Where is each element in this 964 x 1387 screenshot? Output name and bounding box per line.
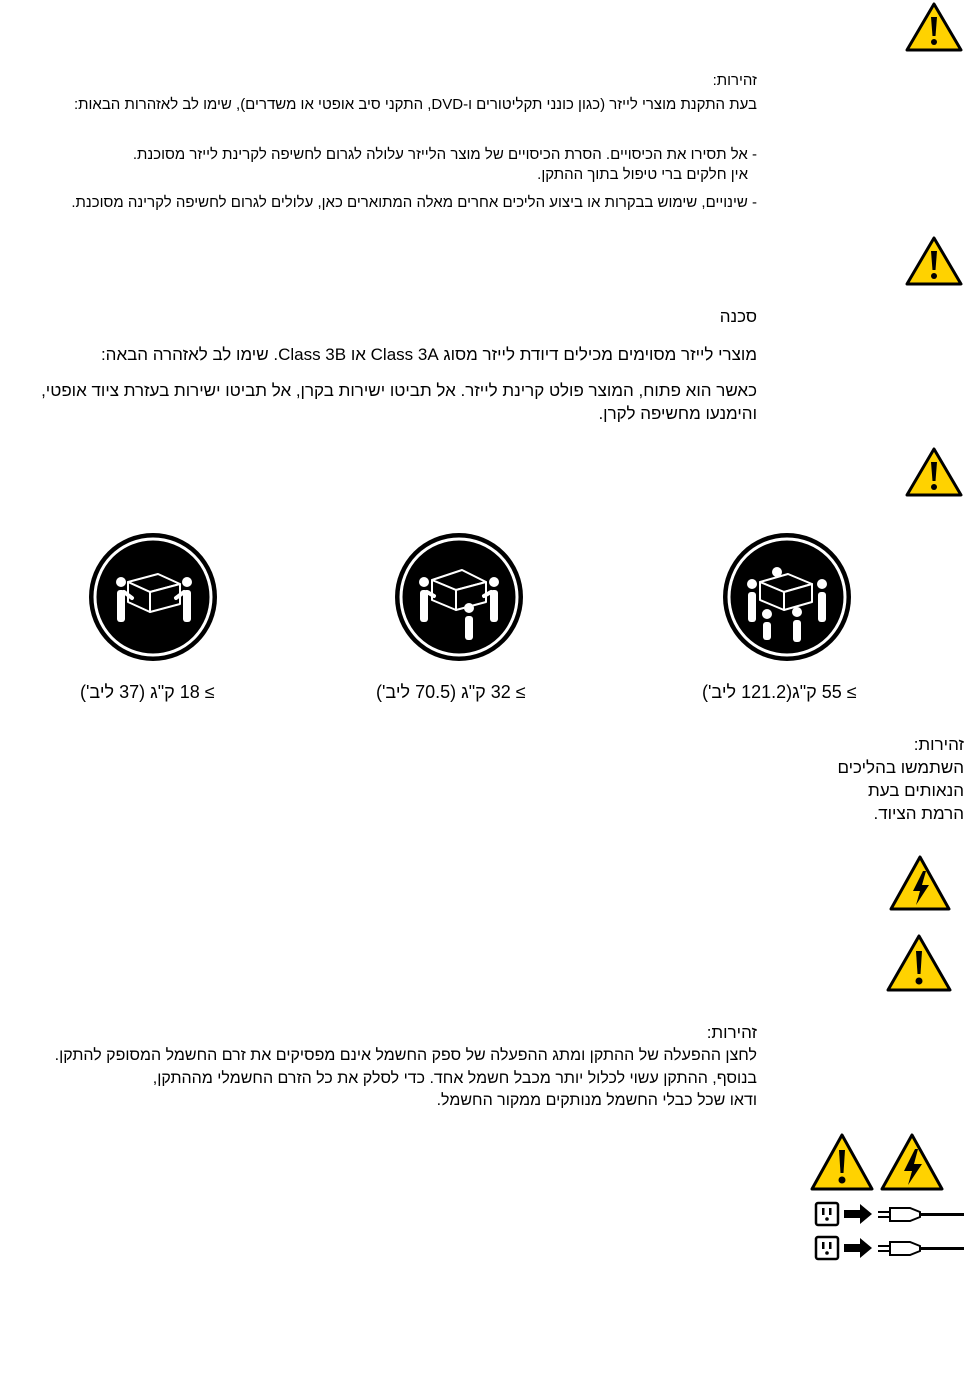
caution-triangle-icon bbox=[886, 934, 952, 992]
laser-intro-text: בעת התקנת מוצרי לייזר (כגון כונני תקליטורים ו-DVD, התקני סיב אופטי או משדרים), שימו לב לאזהרות הבאות: bbox=[73, 96, 757, 113]
weight-label-32kg: ≥ 32 ק"ג (70.5 ליב') bbox=[376, 682, 526, 702]
laser-item-1-line-1: - אל תסירו את הכיסויים. הסרת הכיסויים של מוצר הלייזר עלולה לגרום לחשיפה לקרינת לייזר מסוכנת. bbox=[132, 146, 757, 163]
electrical-hazard-icon bbox=[889, 855, 951, 911]
arrow-icon bbox=[844, 1204, 872, 1224]
unplug-row-2 bbox=[814, 1235, 964, 1263]
lifting-caution-line-3: הרמת הציוד. bbox=[873, 804, 964, 823]
caution-heading: זהירות: bbox=[712, 72, 757, 89]
unplug-row-1 bbox=[814, 1201, 964, 1229]
power-caution-heading: זהירות: bbox=[706, 1023, 757, 1042]
arrow-icon bbox=[844, 1238, 872, 1258]
power-plug-icon bbox=[878, 1242, 964, 1255]
caution-triangle-icon bbox=[905, 447, 963, 497]
power-outlet-icon bbox=[816, 1237, 838, 1259]
caution-triangle-icon bbox=[905, 236, 963, 286]
laser-caution-block bbox=[713, 72, 757, 90]
lifting-caution-line-2: הנאותים בעת bbox=[867, 781, 964, 800]
weight-label-18kg: ≥ 18 ק"ג (37 ליב') bbox=[80, 682, 215, 702]
danger-line-2: כאשר הוא פתוח, המוצר פולט קרינת לייזר. אל תביטו ישירות בקרן, אל תביטו ישירות בעזרת ציוד אופטי, bbox=[41, 381, 757, 400]
caution-triangle-icon bbox=[905, 2, 963, 52]
lifting-caution-line-1: השתמשו בהליכים bbox=[837, 758, 964, 777]
laser-item-2: - שינויים, שימוש בבקרות או ביצוע הליכים אחרים מאלה המתוארים כאן, עלולים לגרום לחשיפה לקרינה מסוכנת. bbox=[71, 194, 757, 211]
power-caution-line-3: ודאו שכל כבלי החשמל מנותקים ממקור החשמל. bbox=[436, 1092, 757, 1109]
caution-triangle-icon bbox=[810, 1133, 874, 1191]
electrical-hazard-icon bbox=[880, 1133, 944, 1191]
two-person-lift-icon bbox=[88, 532, 218, 662]
lifting-caution-heading: זהירות: bbox=[913, 735, 964, 754]
four-person-lift-icon bbox=[722, 532, 852, 662]
danger-line-3: והימנעו מחשיפה לקרן. bbox=[598, 404, 757, 423]
three-person-lift-icon bbox=[394, 532, 524, 662]
laser-item-1-line-2: אין חלקים ברי טיפול בתוך ההתקן. bbox=[537, 166, 748, 183]
power-plug-icon bbox=[878, 1208, 964, 1221]
lifting-caution-block bbox=[837, 733, 964, 825]
power-outlet-icon bbox=[816, 1203, 838, 1225]
power-caution-line-2: בנוסף, ההתקן עשוי לכלול יותר מכבל חשמל אחד. כדי לסלק את כל הזרם החשמלי מההתקן, bbox=[152, 1070, 757, 1087]
danger-heading: סכנה bbox=[719, 307, 757, 326]
danger-line-1: מוצרי לייזר מסוימים מכילים דיודת לייזר מסוג Class 3A או Class 3B. שימו לב לאזהרה הבאה: bbox=[100, 345, 757, 364]
weight-label-55kg: ≥ 55 ק"ג(121.2 ליב') bbox=[702, 682, 857, 702]
power-caution-line-1: לחצן ההפעלה של ההתקן ומתג ההפעלה של ספק החשמל אינם מפסיקים את זרם החשמל המסופק להתקן. bbox=[54, 1047, 757, 1064]
